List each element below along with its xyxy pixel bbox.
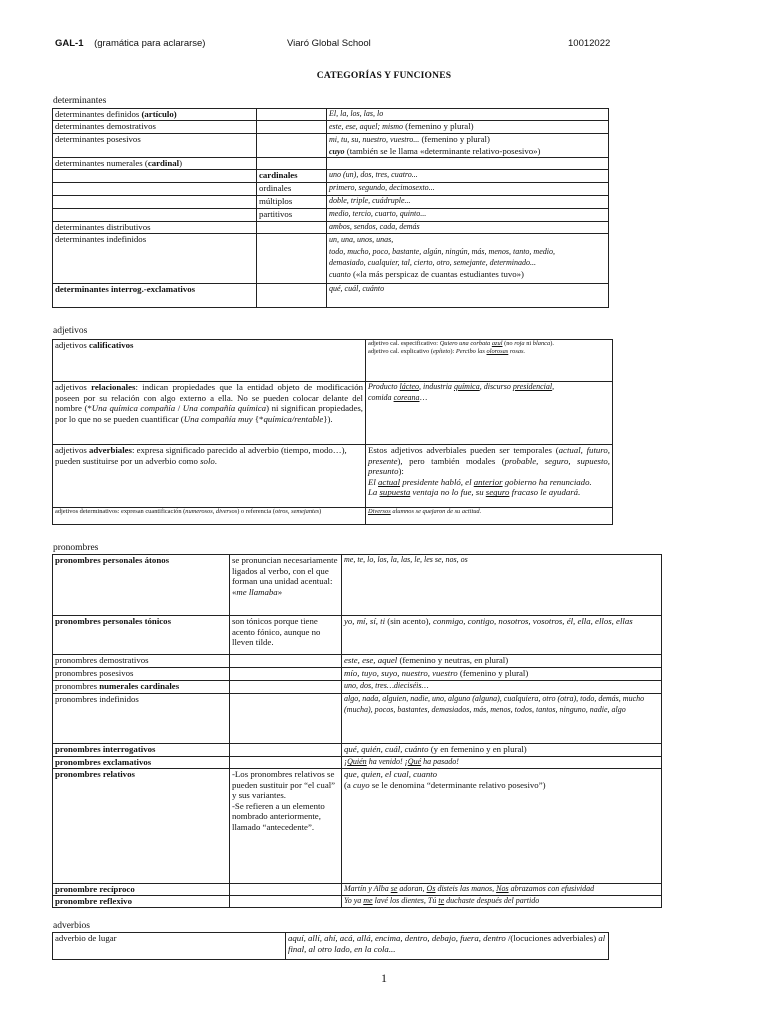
table-row: adjetivos calificativos adjetivo cal. especificativo: Quiero una corbata azul (no roja ni blanca). adjetivo cal. explicativo (epíteto): Percibo las olorosas rosas. (53, 340, 613, 382)
section-heading-pronombres: pronombres (53, 543, 99, 553)
table-row: pronombres demostrativos este, ese, aquel (femenino y neutras, en plural) (53, 655, 662, 668)
page-number: 1 (381, 971, 387, 985)
adverbios-table (52, 932, 609, 960)
table-row: determinantes indefinidos un, una, unos, unas, todo, mucho, poco, bastante, algún, ningún, más, menos, tanto, medio, demasiado, cualquier, tal, cierto, otro, semejante, determinado... cuanto («la más perspicaz de cuantas estudiantes tuvo») (53, 234, 609, 284)
table-row: pronombres numerales cardinales uno, dos, tres…dieciséis… (53, 681, 662, 694)
table-row: pronombres personales tónicos son tónicos porque tiene acento fónico, aunque no lleven tilde. yo, mí, sí, ti (sin acento), conmigo, contigo, nosotros, vosotros, él, ella, ellos, ellas (53, 616, 662, 655)
page-title: CATEGORÍAS Y FUNCIONES (316, 71, 452, 81)
table-row: determinantes numerales (cardinal) (53, 158, 609, 170)
table-row: cardinales uno (un), dos, tres, cuatro... (53, 170, 609, 183)
table-row: determinantes interrog.-exclamativos qué, cuál, cuánto (53, 284, 609, 308)
table-row: determinantes definidos (artículo) El, la, los, las, lo (53, 109, 609, 121)
school-name: Viaró Global School (287, 38, 371, 49)
doc-code: GAL-1 (55, 38, 84, 49)
table-row: pronombres exclamativos ¡Quién ha venido! ¡Qué ha pasado! (53, 757, 662, 769)
table-row: determinantes posesivos mi, tu, su, nuestro, vuestro... (femenino y plural) cuyo (también se le llama «determinante relativo-posesivo») (53, 134, 609, 158)
table-row: adverbio de lugar aquí, allí, ahí, acá, allá, encima, dentro, debajo, fuera, dentro /(locuciones adverbiales) al final, al otro lado, en la cola... (53, 933, 609, 960)
table-row: pronombres relativos -Los pronombres relativos se pueden sustituir por “el cual” y sus variantes. -Se refieren a un elemento nombrado anteriormente, llamado “antecedente”. que, quien, el cual, cuanto (a cuyo se le denomina “determinante relativo posesivo”) (53, 769, 662, 884)
doc-subtitle: (gramática para aclararse) (94, 38, 206, 49)
table-row: pronombres indefinidos algo, nada, alguien, nadie, uno, alguno (alguna), cualquiera, otro (otra), todo, demás, mucho (mucha), pocos, bastantes, demasiados, más, menos, todos, tantos, ninguno, nadie, algo (53, 694, 662, 744)
determinantes-table (52, 108, 609, 308)
table-row: adjetivos relacionales: indican propiedades que la entidad objeto de modificación poseen por su relación con algo externo a ella. No se pueden colocar delante del nombre (*Una química compañía / Una compañía química) ni significan propiedades, por lo que no se pueden cuantificar (Una compañía muy {*química/rentable}). Producto lácteo, industria química, discurso presidencial, comida coreana… (53, 382, 613, 445)
section-heading-adverbios: adverbios (53, 921, 90, 931)
table-row: pronombres interrogativos qué, quién, cuál, cuánto (y en femenino y en plural) (53, 744, 662, 757)
table-row: múltiplos doble, triple, cuádruple... (53, 196, 609, 209)
table-row: pronombre recíproco Martín y Alba se adoran, Os disteis las manos, Nos abrazamos con efusividad (53, 884, 662, 896)
table-row: determinantes distributivos ambos, sendos, cada, demás (53, 222, 609, 234)
table-row: pronombre reflexivo Yo ya me lavé los dientes, Tú te duchaste después del partido (53, 896, 662, 908)
section-heading-determinantes: determinantes (53, 96, 107, 106)
section-heading-adjetivos: adjetivos (53, 326, 88, 336)
pronombres-table (52, 554, 662, 908)
table-row: determinantes demostrativos este, ese, aquel; mismo (femenino y plural) (53, 121, 609, 134)
table-row: ordinales primero, segundo, decimosexto... (53, 183, 609, 196)
doc-header-left (55, 38, 205, 49)
table-row: partitivos medio, tercio, cuarto, quinto... (53, 209, 609, 222)
doc-number: 10012022 (568, 38, 611, 49)
table-row: adjetivos determinativos: expresan cuantificación (numerosos, diversos) o referencia (otros, semejantes) Diversos alumnos se quejaron de su actitud. (53, 508, 613, 525)
table-row: pronombres personales átonos se pronuncian necesariamente ligados al verbo, con el que forman una unidad acentual: «me llamaba» me, te, lo, los, la, las, le, les se, nos, os (53, 555, 662, 616)
table-row: pronombres posesivos mío, tuyo, suyo, nuestro, vuestro (femenino y plural) (53, 668, 662, 681)
table-row: adjetivos adverbiales: expresa significado parecido al adverbio (tiempo, modo…), pueden sustituirse por un adverbio como solo. Estos adjetivos adverbiales pueden ser temporales (actual, futuro, presente), pero también modales (probable, seguro, supuesto, presunto): El actual presidente habló, el anterior gobierno ha renunciado. La supuesta ventaja no lo fue, su seguro fracaso le ayudará. (53, 445, 613, 508)
adjetivos-table (52, 339, 613, 525)
